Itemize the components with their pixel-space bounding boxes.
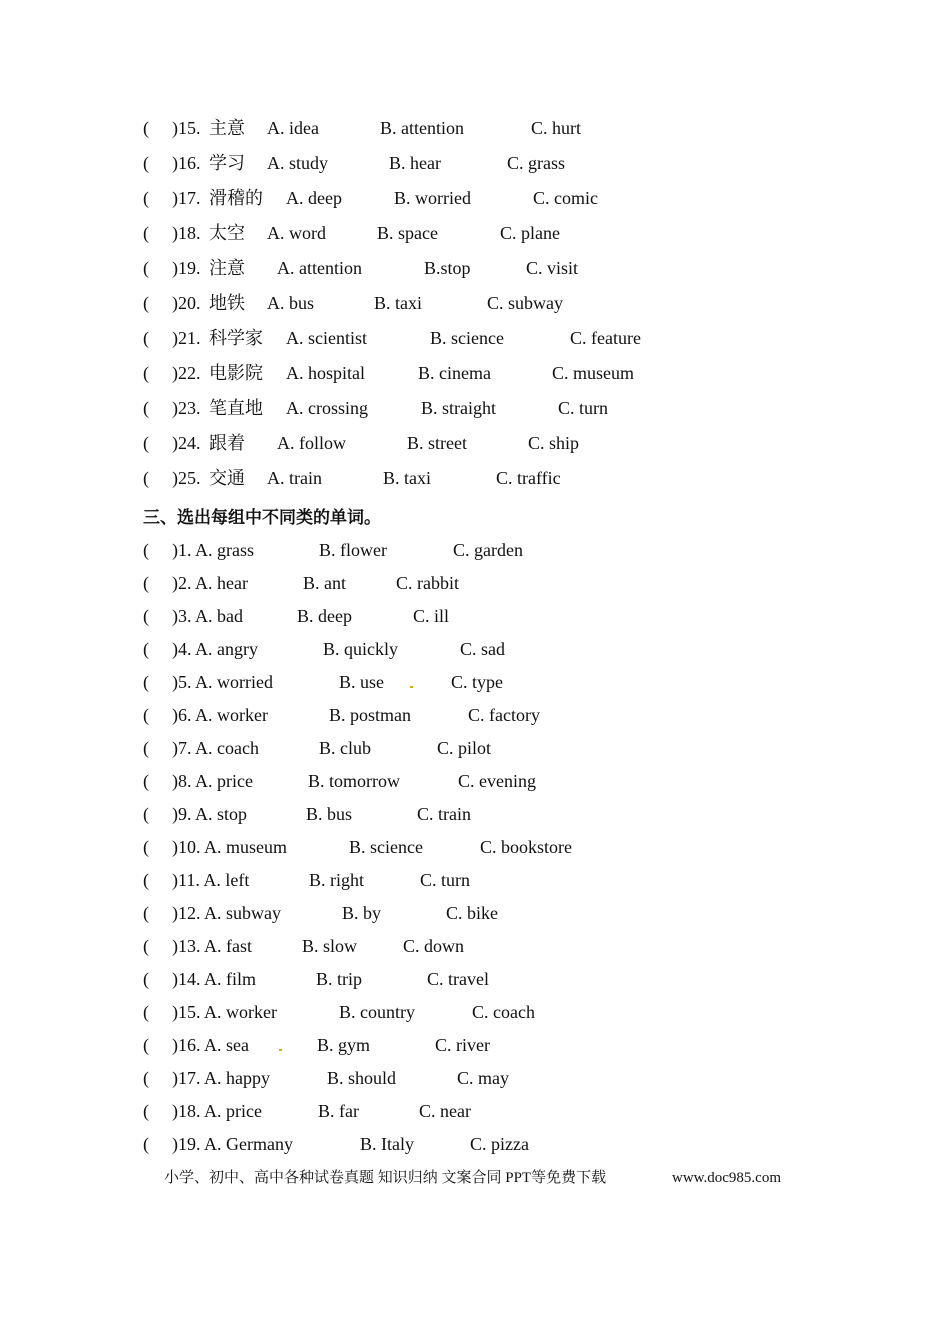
option-a: A. scientist <box>286 328 367 348</box>
question-number-option-a: )1. A. grass <box>172 540 254 560</box>
option-c: C. train <box>417 804 471 824</box>
question-number: )23. <box>172 398 201 418</box>
option-a: A. deep <box>286 188 342 208</box>
option-c: C. bike <box>446 903 498 923</box>
section-heading: 三、选出每组中不同类的单词。 <box>143 508 381 528</box>
option-b: B. straight <box>421 398 496 418</box>
chinese-word: 主意 <box>209 118 245 138</box>
question-number: )16. <box>172 153 201 173</box>
question-number-option-a: )3. A. bad <box>172 606 243 626</box>
option-c: C. museum <box>552 363 635 383</box>
question-number-option-a: )2. A. hear <box>172 573 248 593</box>
option-c: C. garden <box>453 540 523 560</box>
option-c: C. subway <box>487 293 563 313</box>
option-c: C. near <box>419 1101 471 1121</box>
option-b: B. taxi <box>383 468 431 488</box>
option-c: C. sad <box>460 639 505 659</box>
option-b: B. flower <box>319 540 387 560</box>
option-c: C. pizza <box>470 1134 529 1154</box>
question-number: )25. <box>172 468 201 488</box>
question-number-option-a: )7. A. coach <box>172 738 259 758</box>
option-c: C. hurt <box>531 118 582 138</box>
chinese-word: 交通 <box>209 468 245 488</box>
question-number-option-a: )13. A. fast <box>172 936 252 956</box>
option-c: C. comic <box>533 188 598 208</box>
option-c: C. feature <box>570 328 641 348</box>
option-c: C. turn <box>420 870 471 890</box>
question-number-option-a: )15. A. worker <box>172 1002 277 1022</box>
option-b: B. postman <box>329 705 412 725</box>
option-c: C. factory <box>468 705 540 725</box>
question-number-option-a: )19. A. Germany <box>172 1134 293 1154</box>
question-number-option-a: )11. A. left <box>172 870 250 890</box>
option-c: C. turn <box>558 398 609 418</box>
question-number-option-a: )10. A. museum <box>172 837 287 857</box>
option-c: C. plane <box>500 223 560 243</box>
question-number-option-a: )6. A. worker <box>172 705 268 725</box>
question-number-option-a: )14. A. film <box>172 969 256 989</box>
chinese-word: 跟着 <box>209 433 245 453</box>
chinese-word: 科学家 <box>209 328 263 348</box>
option-a: A. train <box>267 468 322 488</box>
option-b: B. attention <box>380 118 464 138</box>
option-a: A. crossing <box>286 398 368 418</box>
option-b: B. science <box>349 837 423 857</box>
chinese-word: 滑稽的 <box>209 188 263 208</box>
option-b: B. country <box>339 1002 415 1022</box>
option-b: B. tomorrow <box>308 771 400 791</box>
question-number-option-a: )17. A. happy <box>172 1068 270 1088</box>
option-c: C. evening <box>458 771 536 791</box>
option-b: B. right <box>309 870 365 890</box>
option-b: B. quickly <box>323 639 398 659</box>
stray-mark <box>410 686 413 688</box>
option-a: A. idea <box>267 118 319 138</box>
option-b: B. cinema <box>418 363 491 383</box>
option-c: C. ship <box>528 433 580 453</box>
option-c: C. traffic <box>496 468 561 488</box>
question-number-option-a: )12. A. subway <box>172 903 281 923</box>
question-number: )24. <box>172 433 201 453</box>
option-c: C. river <box>435 1035 490 1055</box>
option-a: A. study <box>267 153 329 173</box>
footer-text: 小学、初中、高中各种试卷真题 知识归纳 文案合同 PPT等免费下载 <box>164 1170 607 1186</box>
option-b: B. science <box>430 328 504 348</box>
option-b: B. hear <box>389 153 441 173</box>
option-a: A. hospital <box>286 363 365 383</box>
option-c: C. travel <box>427 969 489 989</box>
question-number-option-a: )4. A. angry <box>172 639 258 659</box>
option-c: C. may <box>457 1068 509 1088</box>
option-c: C. bookstore <box>480 837 572 857</box>
option-b: B. deep <box>297 606 352 626</box>
option-b: B. use <box>339 672 384 692</box>
option-c: C. visit <box>526 258 579 278</box>
option-b: B. bus <box>306 804 353 824</box>
option-b: B. far <box>318 1101 359 1121</box>
question-number: )22. <box>172 363 201 383</box>
option-c: C. coach <box>472 1002 535 1022</box>
option-b: B.stop <box>424 258 471 278</box>
option-c: C. pilot <box>437 738 492 758</box>
question-number: )19. <box>172 258 201 278</box>
option-b: B. gym <box>317 1035 371 1055</box>
option-b: B. Italy <box>360 1134 414 1154</box>
question-number-option-a: )9. A. stop <box>172 804 248 824</box>
question-number-option-a: )16. A. sea <box>172 1035 249 1055</box>
question-number: )18. <box>172 223 201 243</box>
question-number: )17. <box>172 188 201 208</box>
option-c: C. down <box>403 936 465 956</box>
option-b: B. worried <box>394 188 471 208</box>
option-b: B. club <box>319 738 371 758</box>
option-a: A. word <box>267 223 326 243</box>
option-b: B. taxi <box>374 293 422 313</box>
option-b: B. by <box>342 903 382 923</box>
option-b: B. space <box>377 223 438 243</box>
chinese-word: 笔直地 <box>209 398 263 418</box>
question-number: )20. <box>172 293 201 313</box>
chinese-word: 地铁 <box>209 293 245 313</box>
option-a: A. follow <box>277 433 346 453</box>
option-b: B. should <box>327 1068 397 1088</box>
option-b: B. street <box>407 433 467 453</box>
option-c: C. grass <box>507 153 565 173</box>
chinese-word: 太空 <box>209 223 245 243</box>
chinese-word: 注意 <box>209 258 245 278</box>
option-a: A. bus <box>267 293 315 313</box>
question-number-option-a: )18. A. price <box>172 1101 262 1121</box>
question-number-option-a: )8. A. price <box>172 771 253 791</box>
option-b: B. ant <box>303 573 346 593</box>
option-b: B. slow <box>302 936 358 956</box>
option-c: C. ill <box>413 606 450 626</box>
option-b: B. trip <box>316 969 363 989</box>
footer-url: www.doc985.com <box>672 1170 782 1186</box>
option-c: C. type <box>451 672 503 692</box>
question-number-option-a: )5. A. worried <box>172 672 273 692</box>
option-a: A. attention <box>277 258 362 278</box>
chinese-word: 电影院 <box>209 363 263 383</box>
option-c: C. rabbit <box>396 573 459 593</box>
question-number: )15. <box>172 118 201 138</box>
chinese-word: 学习 <box>209 153 245 173</box>
question-number: )21. <box>172 328 201 348</box>
stray-mark <box>279 1049 282 1051</box>
